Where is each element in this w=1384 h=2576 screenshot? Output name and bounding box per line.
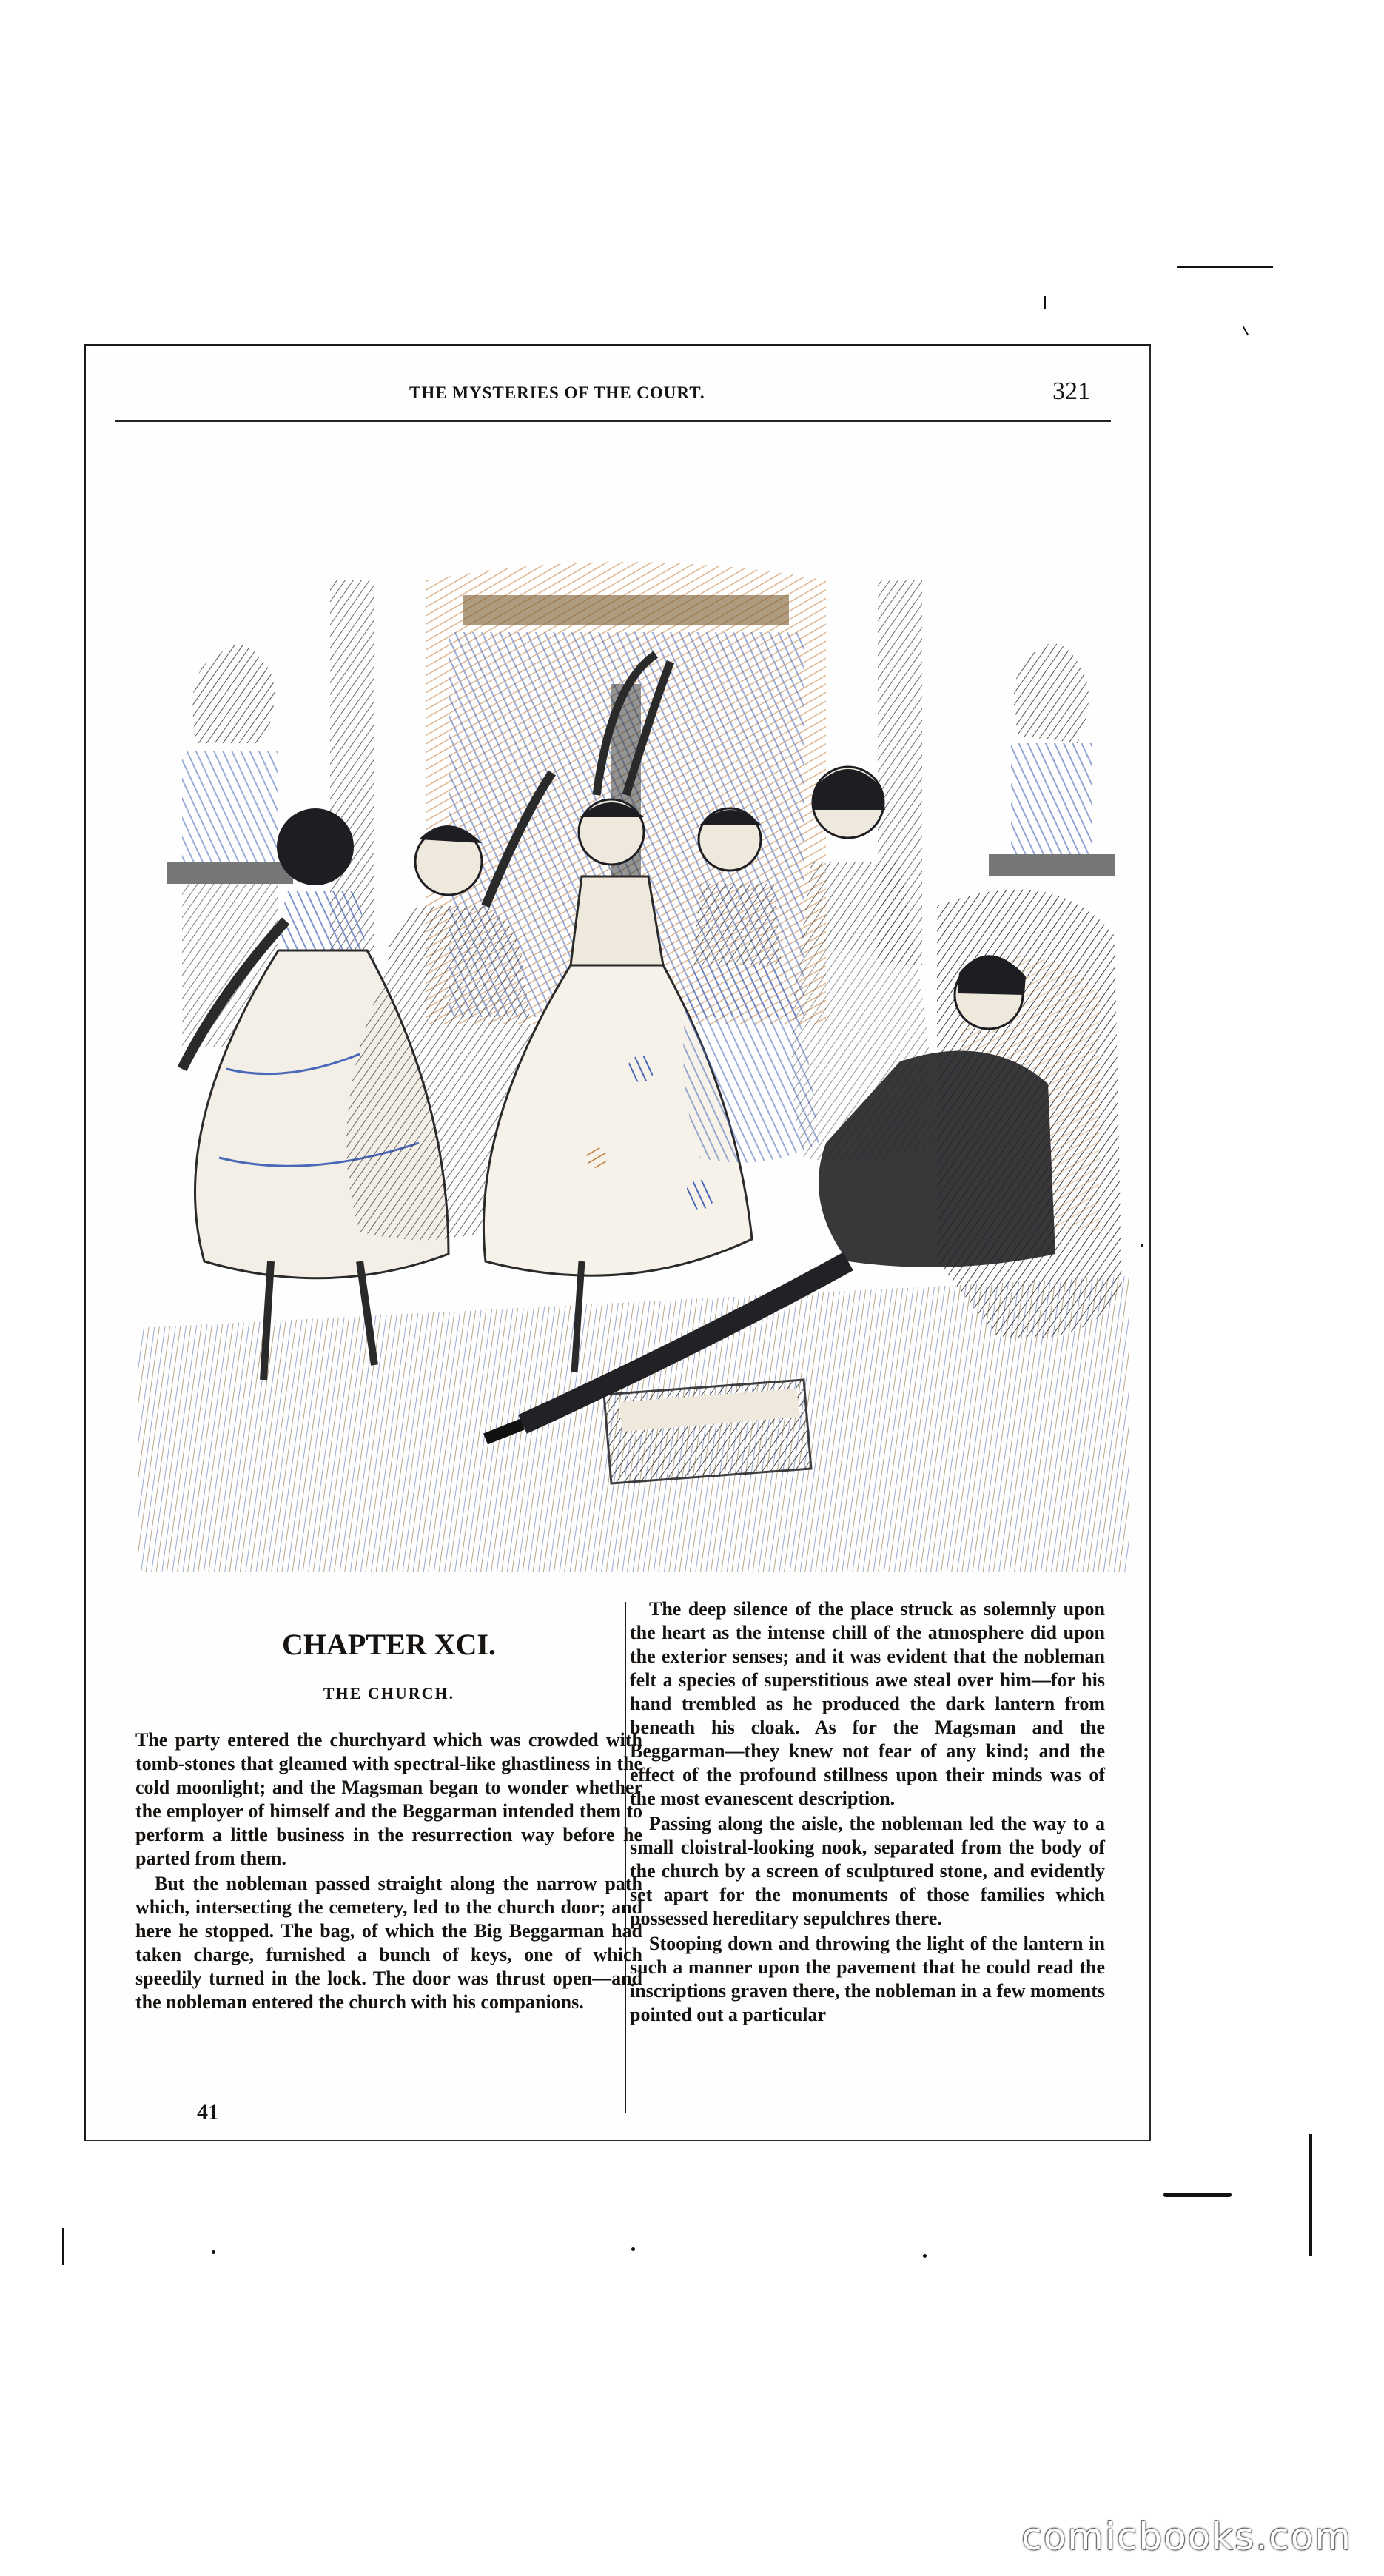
paragraph: But the nobleman passed straight along the narrow path which, intersecting the cemetery, led to the church door; and here he stopped. The bag, of which the Big Beggarman had taken charge, furnished a bunch of keys, one of which speedily turned in the lock. The door was thrust open—and the nobleman entered the church with his companions. <box>135 1873 642 2013</box>
book-page <box>84 344 1151 2141</box>
scan-mark <box>1163 2193 1232 2197</box>
paragraph: The deep silence of the place struck as solemnly upon the heart as the intense chill of the atmosphere did upon the exterior senses; and it was evident that the nobleman felt a species of superstitious awe steal over him—for his hand trembled as he produced the dark lantern from beneath his cloak. As for the Magsman and the Beggarman—they knew not fear of any kind; and the effect of the profound stillness upon their minds was of the most evanescent description. <box>630 1598 1105 1809</box>
scan-mark <box>1243 326 1249 335</box>
right-column <box>630 1597 1105 2027</box>
ballroom-engraving <box>138 551 1129 1572</box>
chapter-subtitle: THE CHURCH. <box>323 1684 455 1703</box>
chapter-title: CHAPTER XCI. <box>282 1628 496 1661</box>
paragraph: Passing along the aisle, the nobleman led the way to a small cloistral-looking nook, separated from the body of the church by a screen of sculptured stone, and evidently set apart for the monuments of those families which possessed hereditary sepulchres there. <box>630 1813 1105 1929</box>
watermark: comicbooks.com <box>1021 2515 1352 2558</box>
running-head: THE MYSTERIES OF THE COURT. <box>409 383 705 402</box>
scan-mark <box>631 2247 635 2251</box>
paragraph: Stooping down and throwing the light of the lantern in such a manner upon the pavement that he could read the inscriptions graven there, the nobleman in a few moments pointed out a particular <box>630 1933 1105 2025</box>
signature-mark: 41 <box>197 2100 219 2124</box>
left-column <box>135 1627 642 2014</box>
scan-mark <box>62 2228 64 2265</box>
header-rule <box>115 420 1111 422</box>
paragraph: The party entered the churchyard which was crowded with tomb-stones that gleamed with spectral-like ghastliness in the cold moonlight; and the Magsman began to wonder whether the employer of himself and the Beggarman intended them to perform a little business in the resurrection way before he parted from them. <box>135 1729 642 1869</box>
scan-mark <box>923 2254 927 2258</box>
scan-mark <box>1044 296 1046 309</box>
scan-mark <box>1309 2134 1312 2256</box>
page-number: 321 <box>1052 378 1090 405</box>
scan-mark <box>212 2250 215 2254</box>
scan-mark <box>1141 1244 1143 1247</box>
scan-mark <box>1177 266 1273 268</box>
